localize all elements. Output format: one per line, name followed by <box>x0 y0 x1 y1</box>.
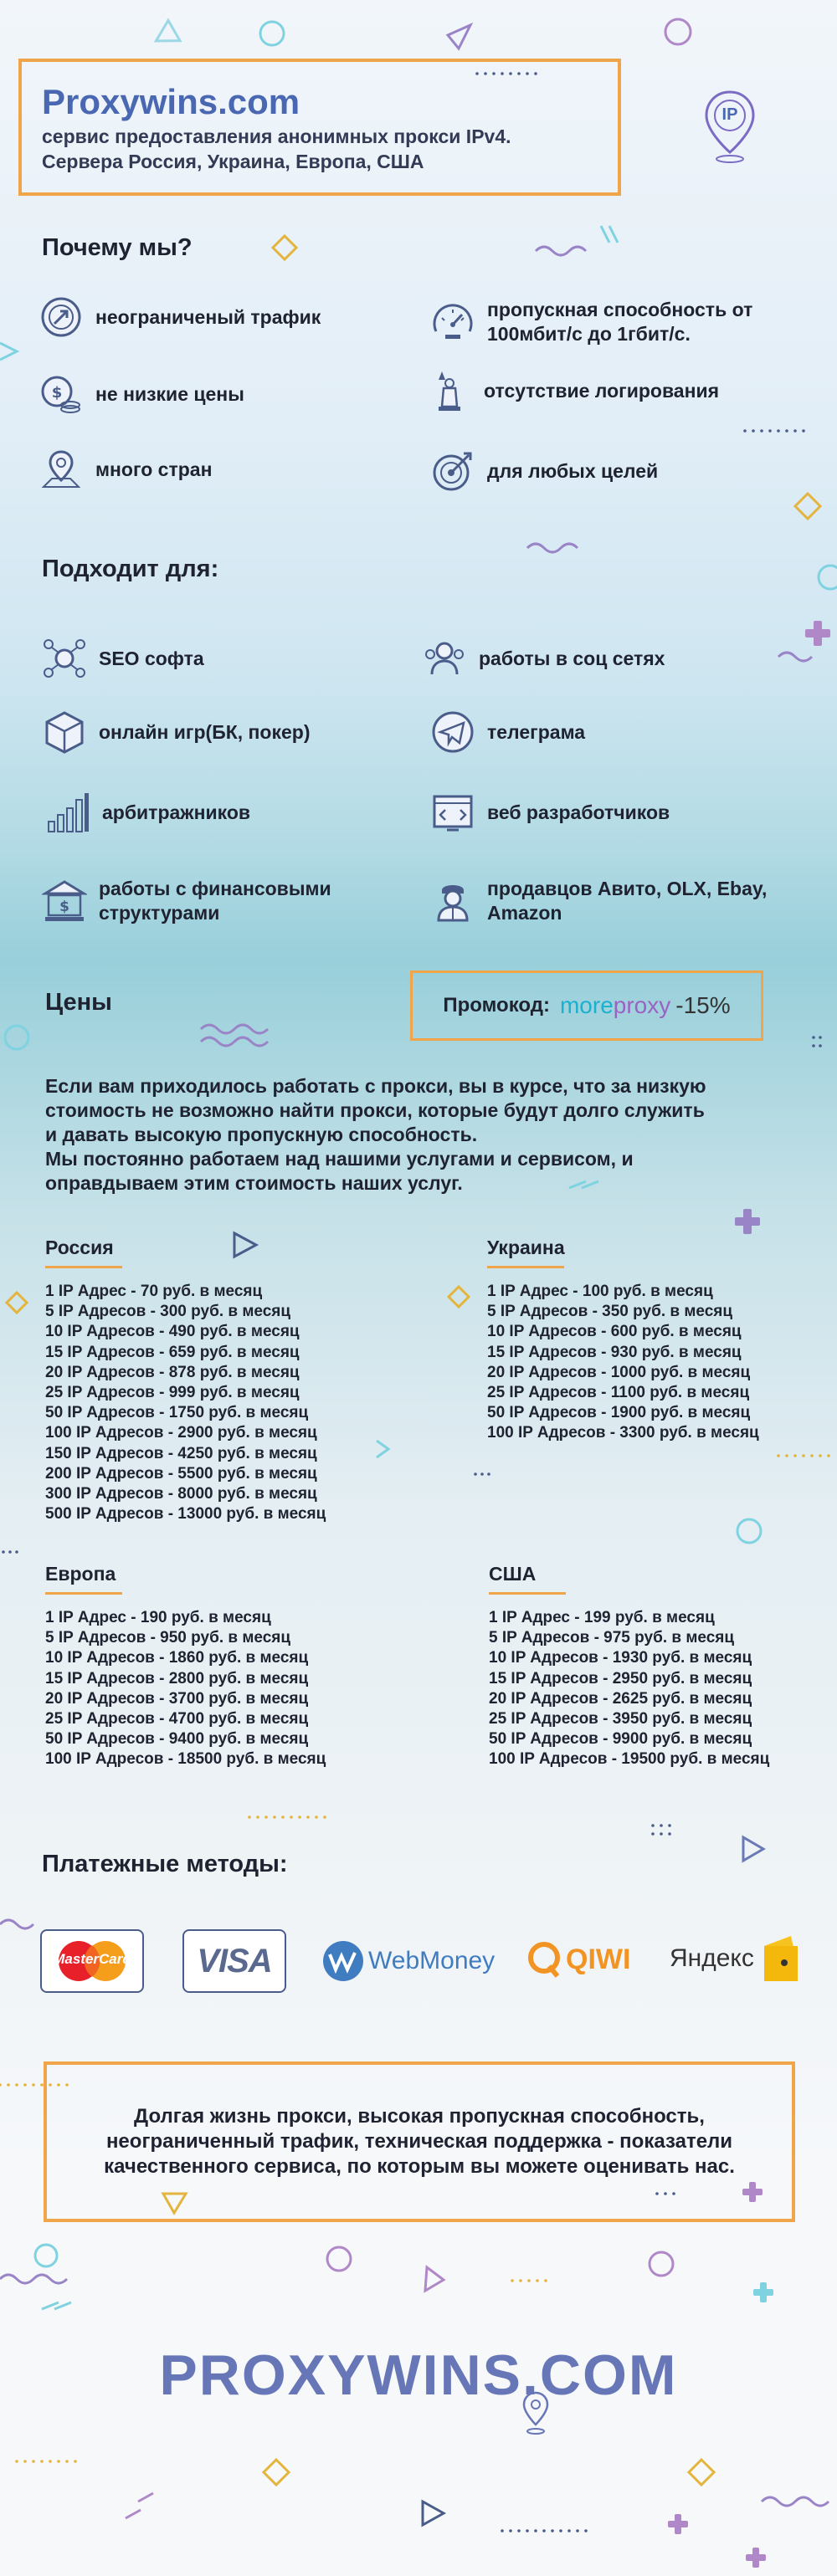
price-item: 20 IP Адресов - 878 руб. в месяц <box>45 1363 300 1381</box>
region-title: Россия <box>45 1237 114 1258</box>
region-underline <box>489 1592 566 1595</box>
price-list <box>45 1608 326 1770</box>
svg-text:$: $ <box>51 384 63 402</box>
why-item <box>430 448 658 494</box>
price-item: 25 IP Адресов - 999 руб. в месяц <box>45 1384 300 1402</box>
suitable-item-label: онлайн игр(БК, покер) <box>99 720 311 743</box>
price-item: 15 IP Адресов - 659 руб. в месяц <box>45 1343 300 1361</box>
mastercard-icon <box>40 1929 144 1993</box>
price-item: 50 IP Адресов - 1750 руб. в месяц <box>45 1404 309 1422</box>
suitable-item <box>430 790 670 835</box>
price-item: 25 IP Адресов - 4700 руб. в месяц <box>45 1710 309 1728</box>
liberty-icon <box>427 368 472 413</box>
suitable-item-label: арбитражников <box>102 801 251 823</box>
suitable-item <box>430 877 807 925</box>
price-item: 500 IP Адресов - 13000 руб. в месяц <box>45 1505 326 1524</box>
svg-text:$: $ <box>59 899 69 915</box>
bar-chart-icon <box>45 790 90 835</box>
why-item <box>39 447 212 492</box>
promo-discount: -15% <box>675 992 731 1018</box>
price-item: 15 IP Адресов - 2800 руб. в месяц <box>45 1669 309 1687</box>
people-icon <box>422 636 467 681</box>
suitable-item-label: веб разработчиков <box>487 801 670 823</box>
quality-box <box>44 2061 795 2222</box>
price-item: 200 IP Адресов - 5500 руб. в месяц <box>45 1464 317 1483</box>
quality-text-line: неограниченный трафик, техническая поддержка - показатели <box>105 2130 733 2153</box>
price-item: 5 IP Адресов - 950 руб. в месяц <box>45 1629 291 1647</box>
code-window-icon <box>430 790 475 835</box>
mastercard-label: MasterCard <box>53 1951 131 1967</box>
target-icon <box>430 448 475 494</box>
suitable-item <box>42 636 204 681</box>
yandex-icon <box>670 1933 803 1984</box>
price-item: 5 IP Адресов - 300 руб. в месяц <box>45 1303 291 1321</box>
prices-heading: Цены <box>45 989 112 1016</box>
price-list <box>489 1608 769 1770</box>
webmoney-icon <box>321 1939 495 1983</box>
map-pin-icon <box>39 447 84 492</box>
hero-subtitle <box>42 124 511 174</box>
hero-subtitle-line2: Сервера Россия, Украина, Европа, США <box>42 151 424 172</box>
suitable-item-label: продавцов Авито, OLX, Ebay, Amazon <box>487 878 768 924</box>
price-item: 50 IP Адресов - 9400 руб. в месяц <box>45 1730 309 1749</box>
region-russia <box>45 1237 326 1524</box>
telegram-icon <box>430 709 475 755</box>
suitable-item <box>45 790 250 835</box>
promo-code-proxy: proxy <box>613 992 671 1018</box>
arrow-gauge-icon <box>39 294 84 340</box>
promo-box[interactable] <box>410 970 763 1041</box>
qiwi-label: QIWI <box>566 1943 631 1975</box>
ip-pin-label: IP <box>721 105 738 124</box>
bank-icon <box>42 878 87 924</box>
region-ukraine <box>487 1237 759 1444</box>
quality-text-line: Долгая жизнь прокси, высокая пропускная способность, <box>134 2105 705 2128</box>
suitable-item-label: работы в соц сетях <box>479 647 665 669</box>
prices-text-line: оправдываем этим стоимость наших услуг. <box>45 1172 463 1194</box>
network-icon <box>42 636 87 681</box>
price-item: 50 IP Адресов - 1900 руб. в месяц <box>487 1404 751 1422</box>
price-item: 1 IP Адрес - 190 руб. в месяц <box>45 1609 271 1626</box>
speedometer-icon <box>430 300 475 345</box>
why-item-label: отсутствие логирования <box>484 379 720 402</box>
why-item-label: пропускная способность от 100мбит/с до 1гбит/с. <box>487 299 753 345</box>
price-item: 10 IP Адресов - 1930 руб. в месяц <box>489 1649 752 1667</box>
price-item: 10 IP Адресов - 1860 руб. в месяц <box>45 1649 309 1667</box>
region-usa <box>489 1563 769 1770</box>
price-item: 100 IP Адресов - 3300 руб. в месяц <box>487 1424 759 1442</box>
prices-text-line: Если вам приходилось работать с прокси, вы в курсе, что за низкую <box>45 1075 706 1097</box>
prices-text-line: Мы постоянно работаем над нашими услугами и сервисом, и <box>45 1148 634 1170</box>
region-title: США <box>489 1563 537 1585</box>
price-list <box>45 1282 326 1524</box>
yandex-label: Яндекс <box>670 1944 754 1972</box>
price-item: 25 IP Адресов - 1100 руб. в месяц <box>487 1384 750 1402</box>
suitable-heading: Подходит для: <box>42 556 219 582</box>
price-item: 150 IP Адресов - 4250 руб. в месяц <box>45 1444 317 1462</box>
visa-label: VISA <box>197 1942 272 1979</box>
hero-title: Proxywins.com <box>42 82 300 121</box>
prices-text-line: и давать высокую пропускную способность. <box>45 1124 478 1145</box>
region-underline <box>45 1266 122 1268</box>
price-item: 1 IP Адрес - 199 руб. в месяц <box>489 1609 715 1626</box>
why-item <box>39 294 321 340</box>
why-heading: Почему мы? <box>42 234 193 261</box>
price-item: 1 IP Адрес - 100 руб. в месяц <box>487 1283 713 1300</box>
ip-pin-icon <box>701 89 758 164</box>
why-item-label: много стран <box>95 458 213 480</box>
webmoney-label: WebMoney <box>368 1947 496 1974</box>
price-item: 100 IP Адресов - 18500 руб. в месяц <box>45 1750 326 1769</box>
price-item: 300 IP Адресов - 8000 руб. в месяц <box>45 1485 317 1503</box>
why-item <box>430 298 798 346</box>
price-list <box>487 1282 759 1444</box>
price-item: 100 IP Адресов - 2900 руб. в месяц <box>45 1424 317 1442</box>
price-item: 5 IP Адресов - 350 руб. в месяц <box>487 1303 733 1321</box>
payments-heading: Платежные методы: <box>42 1851 288 1877</box>
price-item: 15 IP Адресов - 930 руб. в месяц <box>487 1343 742 1361</box>
quality-text <box>72 2104 767 2179</box>
suitable-item <box>422 636 665 681</box>
price-item: 100 IP Адресов - 19500 руб. в месяц <box>489 1750 770 1769</box>
region-underline <box>45 1592 122 1595</box>
region-title: Украина <box>487 1237 565 1258</box>
price-item: 10 IP Адресов - 600 руб. в месяц <box>487 1323 742 1341</box>
prices-text-line: стоимость не возможно найти прокси, которые будут долго служить <box>45 1099 705 1121</box>
price-item: 20 IP Адресов - 3700 руб. в месяц <box>45 1689 309 1708</box>
visa-icon <box>182 1929 286 1993</box>
price-item: 20 IP Адресов - 2625 руб. в месяц <box>489 1689 752 1708</box>
hero-subtitle-line1: сервис предоставления анонимных прокси IPv4. <box>42 125 511 147</box>
price-item: 10 IP Адресов - 490 руб. в месяц <box>45 1323 300 1341</box>
why-item <box>427 368 719 413</box>
price-item: 15 IP Адресов - 2950 руб. в месяц <box>489 1669 752 1687</box>
seller-icon <box>430 878 475 924</box>
cube-icon <box>42 709 87 755</box>
suitable-item <box>42 877 393 925</box>
suitable-item-label: телеграма <box>487 720 586 743</box>
prices-description <box>45 1074 798 1196</box>
region-europe <box>45 1563 326 1770</box>
suitable-item-label: SEO софта <box>99 647 204 669</box>
price-item: 5 IP Адресов - 975 руб. в месяц <box>489 1629 735 1647</box>
why-item <box>39 371 244 417</box>
footer-title: PROXYWINS.COM <box>159 2343 678 2407</box>
why-item-label: для любых целей <box>487 459 659 482</box>
price-item: 20 IP Адресов - 1000 руб. в месяц <box>487 1363 751 1381</box>
quality-text-line: качественного сервиса, по которым вы можете оценивать нас. <box>104 2155 735 2178</box>
promo-label: Промокод: <box>443 994 550 1017</box>
suitable-item <box>430 709 585 755</box>
price-item: 25 IP Адресов - 3950 руб. в месяц <box>489 1710 752 1728</box>
coins-icon <box>39 371 84 417</box>
why-item-label: неограниченый трафик <box>95 305 321 328</box>
region-title: Европа <box>45 1563 116 1585</box>
suitable-item <box>42 709 311 755</box>
why-item-label: не низкие цены <box>95 382 244 405</box>
price-item: 1 IP Адрес - 70 руб. в месяц <box>45 1283 263 1300</box>
region-underline <box>487 1266 564 1268</box>
price-item: 50 IP Адресов - 9900 руб. в месяц <box>489 1730 752 1749</box>
promo-code-more: more <box>559 992 614 1018</box>
qiwi-icon <box>527 1939 630 1979</box>
suitable-item-label: работы с финансовыми структурами <box>99 878 331 924</box>
